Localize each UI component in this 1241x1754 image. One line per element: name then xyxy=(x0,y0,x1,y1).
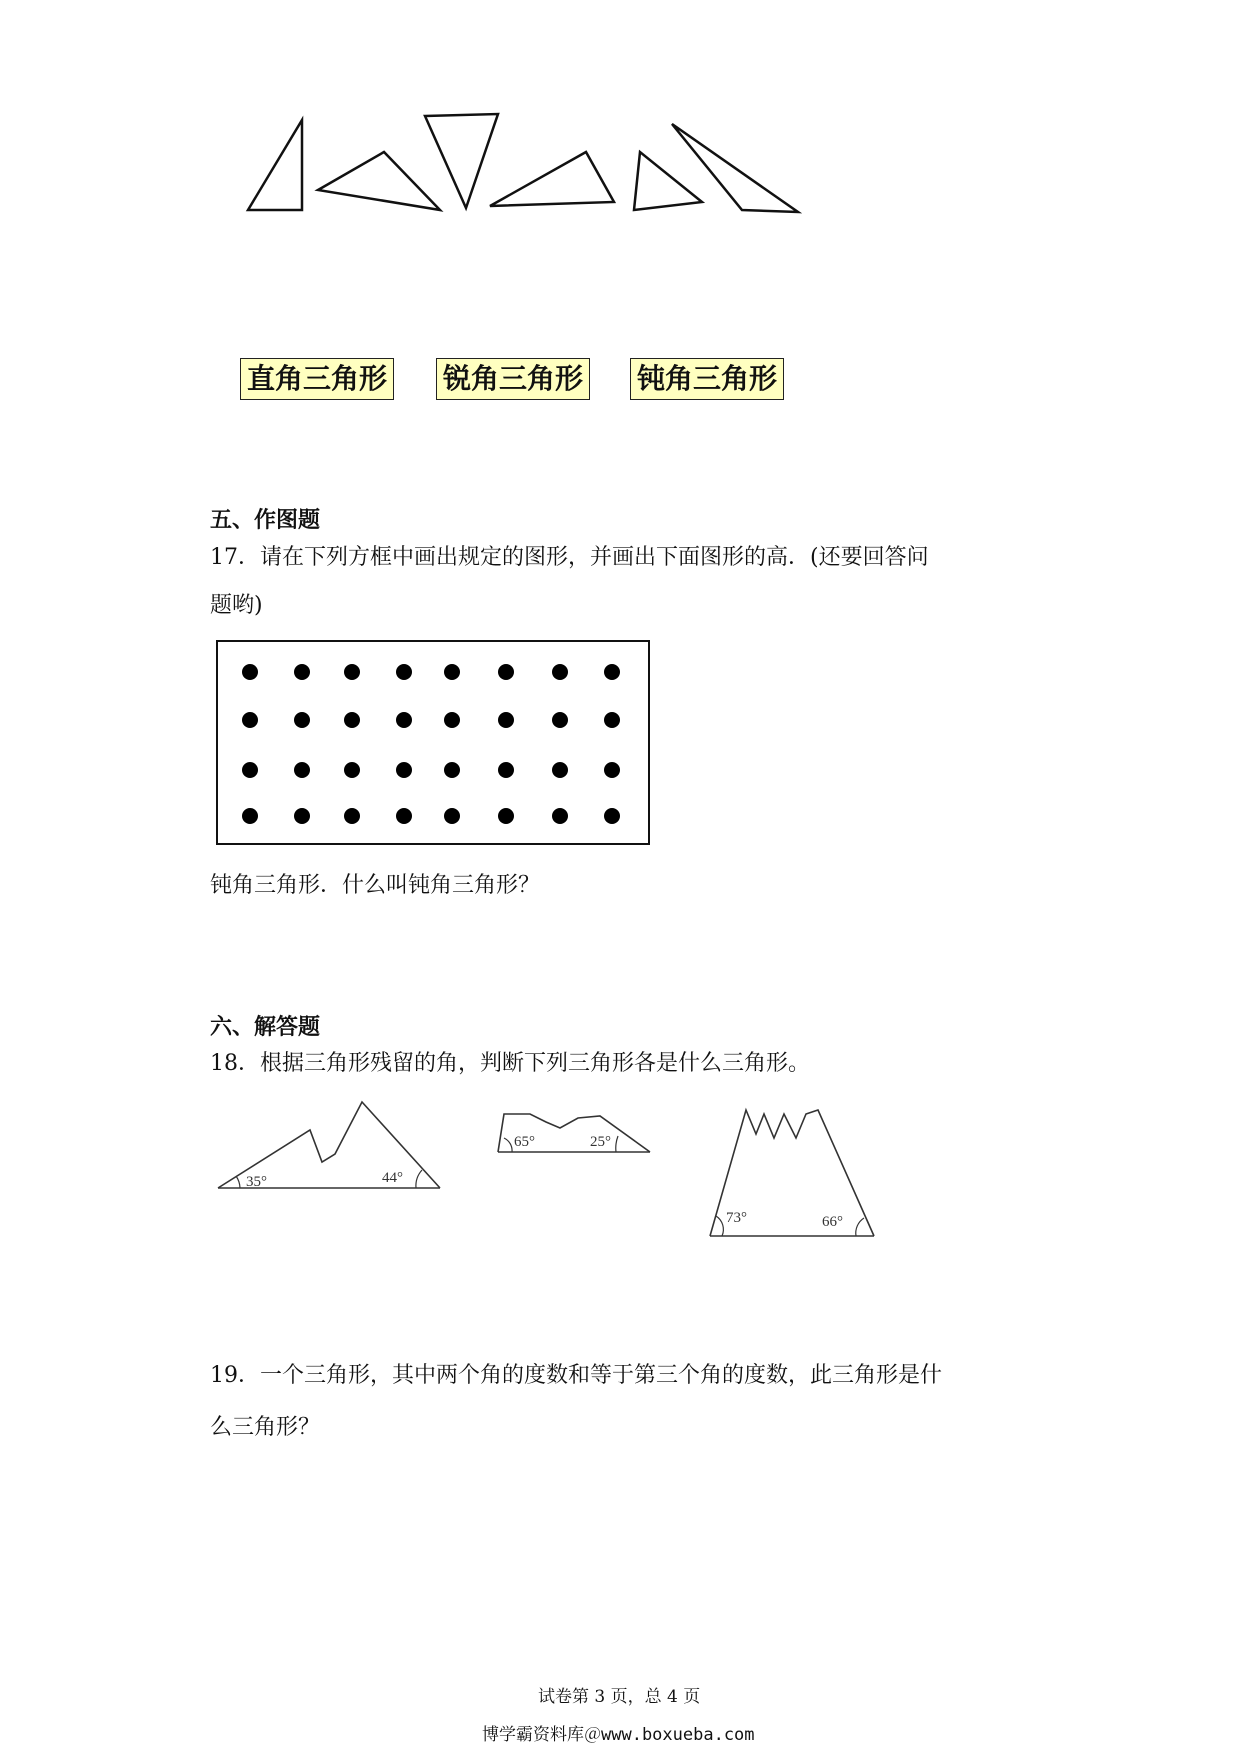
angle-label-35: 35° xyxy=(246,1174,267,1190)
grid-dot xyxy=(552,762,568,778)
label-obtuse-triangle: 钝角三角形 xyxy=(630,358,784,400)
triangle-1 xyxy=(248,120,302,210)
grid-dot xyxy=(344,762,360,778)
section-5-title: 五、作图题 xyxy=(210,508,321,533)
grid-dot xyxy=(444,664,460,680)
grid-dot xyxy=(444,762,460,778)
angle-label-65: 65° xyxy=(514,1134,535,1150)
triangle-set-figure xyxy=(0,0,1241,260)
grid-dot xyxy=(396,762,412,778)
grid-dot xyxy=(604,712,620,728)
grid-dot xyxy=(444,712,460,728)
grid-dot xyxy=(498,808,514,824)
grid-dot xyxy=(552,664,568,680)
question-18-text: 18．根据三角形残留的角，判断下列三角形各是什么三角形。 xyxy=(210,1051,810,1076)
question-19-line-2: 么三角形？ xyxy=(210,1415,321,1440)
broken-triangle-1 xyxy=(218,1102,440,1190)
grid-dot xyxy=(604,762,620,778)
question-19-line-1: 19．一个三角形，其中两个角的度数和等于第三个角的度数，此三角形是什 xyxy=(210,1363,942,1388)
grid-dot xyxy=(344,664,360,680)
grid-dot xyxy=(552,712,568,728)
broken-triangles-figure xyxy=(0,1100,1241,1270)
grid-dot xyxy=(604,664,620,680)
grid-dot xyxy=(344,712,360,728)
broken-triangle-2 xyxy=(498,1114,650,1152)
angle-label-25: 25° xyxy=(590,1134,611,1150)
grid-dot xyxy=(396,808,412,824)
grid-dot xyxy=(242,808,258,824)
grid-dot xyxy=(242,712,258,728)
triangle-2 xyxy=(318,152,440,210)
grid-dot xyxy=(498,664,514,680)
grid-dot xyxy=(294,762,310,778)
dot-grid-box xyxy=(216,640,656,850)
watermark: 博学霸资料库＠www.boxueba.com xyxy=(482,1725,755,1745)
triangle-5 xyxy=(634,152,702,210)
grid-dot xyxy=(344,808,360,824)
question-17-line-2: 题哟) xyxy=(210,593,263,618)
triangle-6 xyxy=(672,124,798,212)
grid-dot xyxy=(552,808,568,824)
question-17-answer-prompt: 钝角三角形．什么叫钝角三角形？ xyxy=(210,873,541,898)
label-acute-triangle: 锐角三角形 xyxy=(436,358,590,400)
grid-dot xyxy=(444,808,460,824)
grid-dot xyxy=(604,808,620,824)
label-right-triangle: 直角三角形 xyxy=(240,358,394,400)
triangle-4 xyxy=(490,152,614,206)
grid-dot xyxy=(498,712,514,728)
angle-label-73: 73° xyxy=(726,1210,747,1226)
angle-label-44: 44° xyxy=(382,1170,403,1186)
grid-dot xyxy=(242,664,258,680)
angle-label-66: 66° xyxy=(822,1214,843,1230)
broken-triangle-3 xyxy=(710,1110,874,1236)
section-6-title: 六、解答题 xyxy=(210,1015,321,1040)
grid-dot xyxy=(498,762,514,778)
grid-dot xyxy=(294,808,310,824)
grid-dot xyxy=(294,712,310,728)
grid-dot xyxy=(294,664,310,680)
grid-dot xyxy=(396,712,412,728)
grid-dot xyxy=(396,664,412,680)
question-17-line-1: 17．请在下列方框中画出规定的图形，并画出下面图形的高．(还要回答问 xyxy=(210,545,929,570)
page-number: 试卷第 3 页，总 4 页 xyxy=(538,1687,701,1707)
grid-dot xyxy=(242,762,258,778)
triangle-3 xyxy=(425,114,498,208)
